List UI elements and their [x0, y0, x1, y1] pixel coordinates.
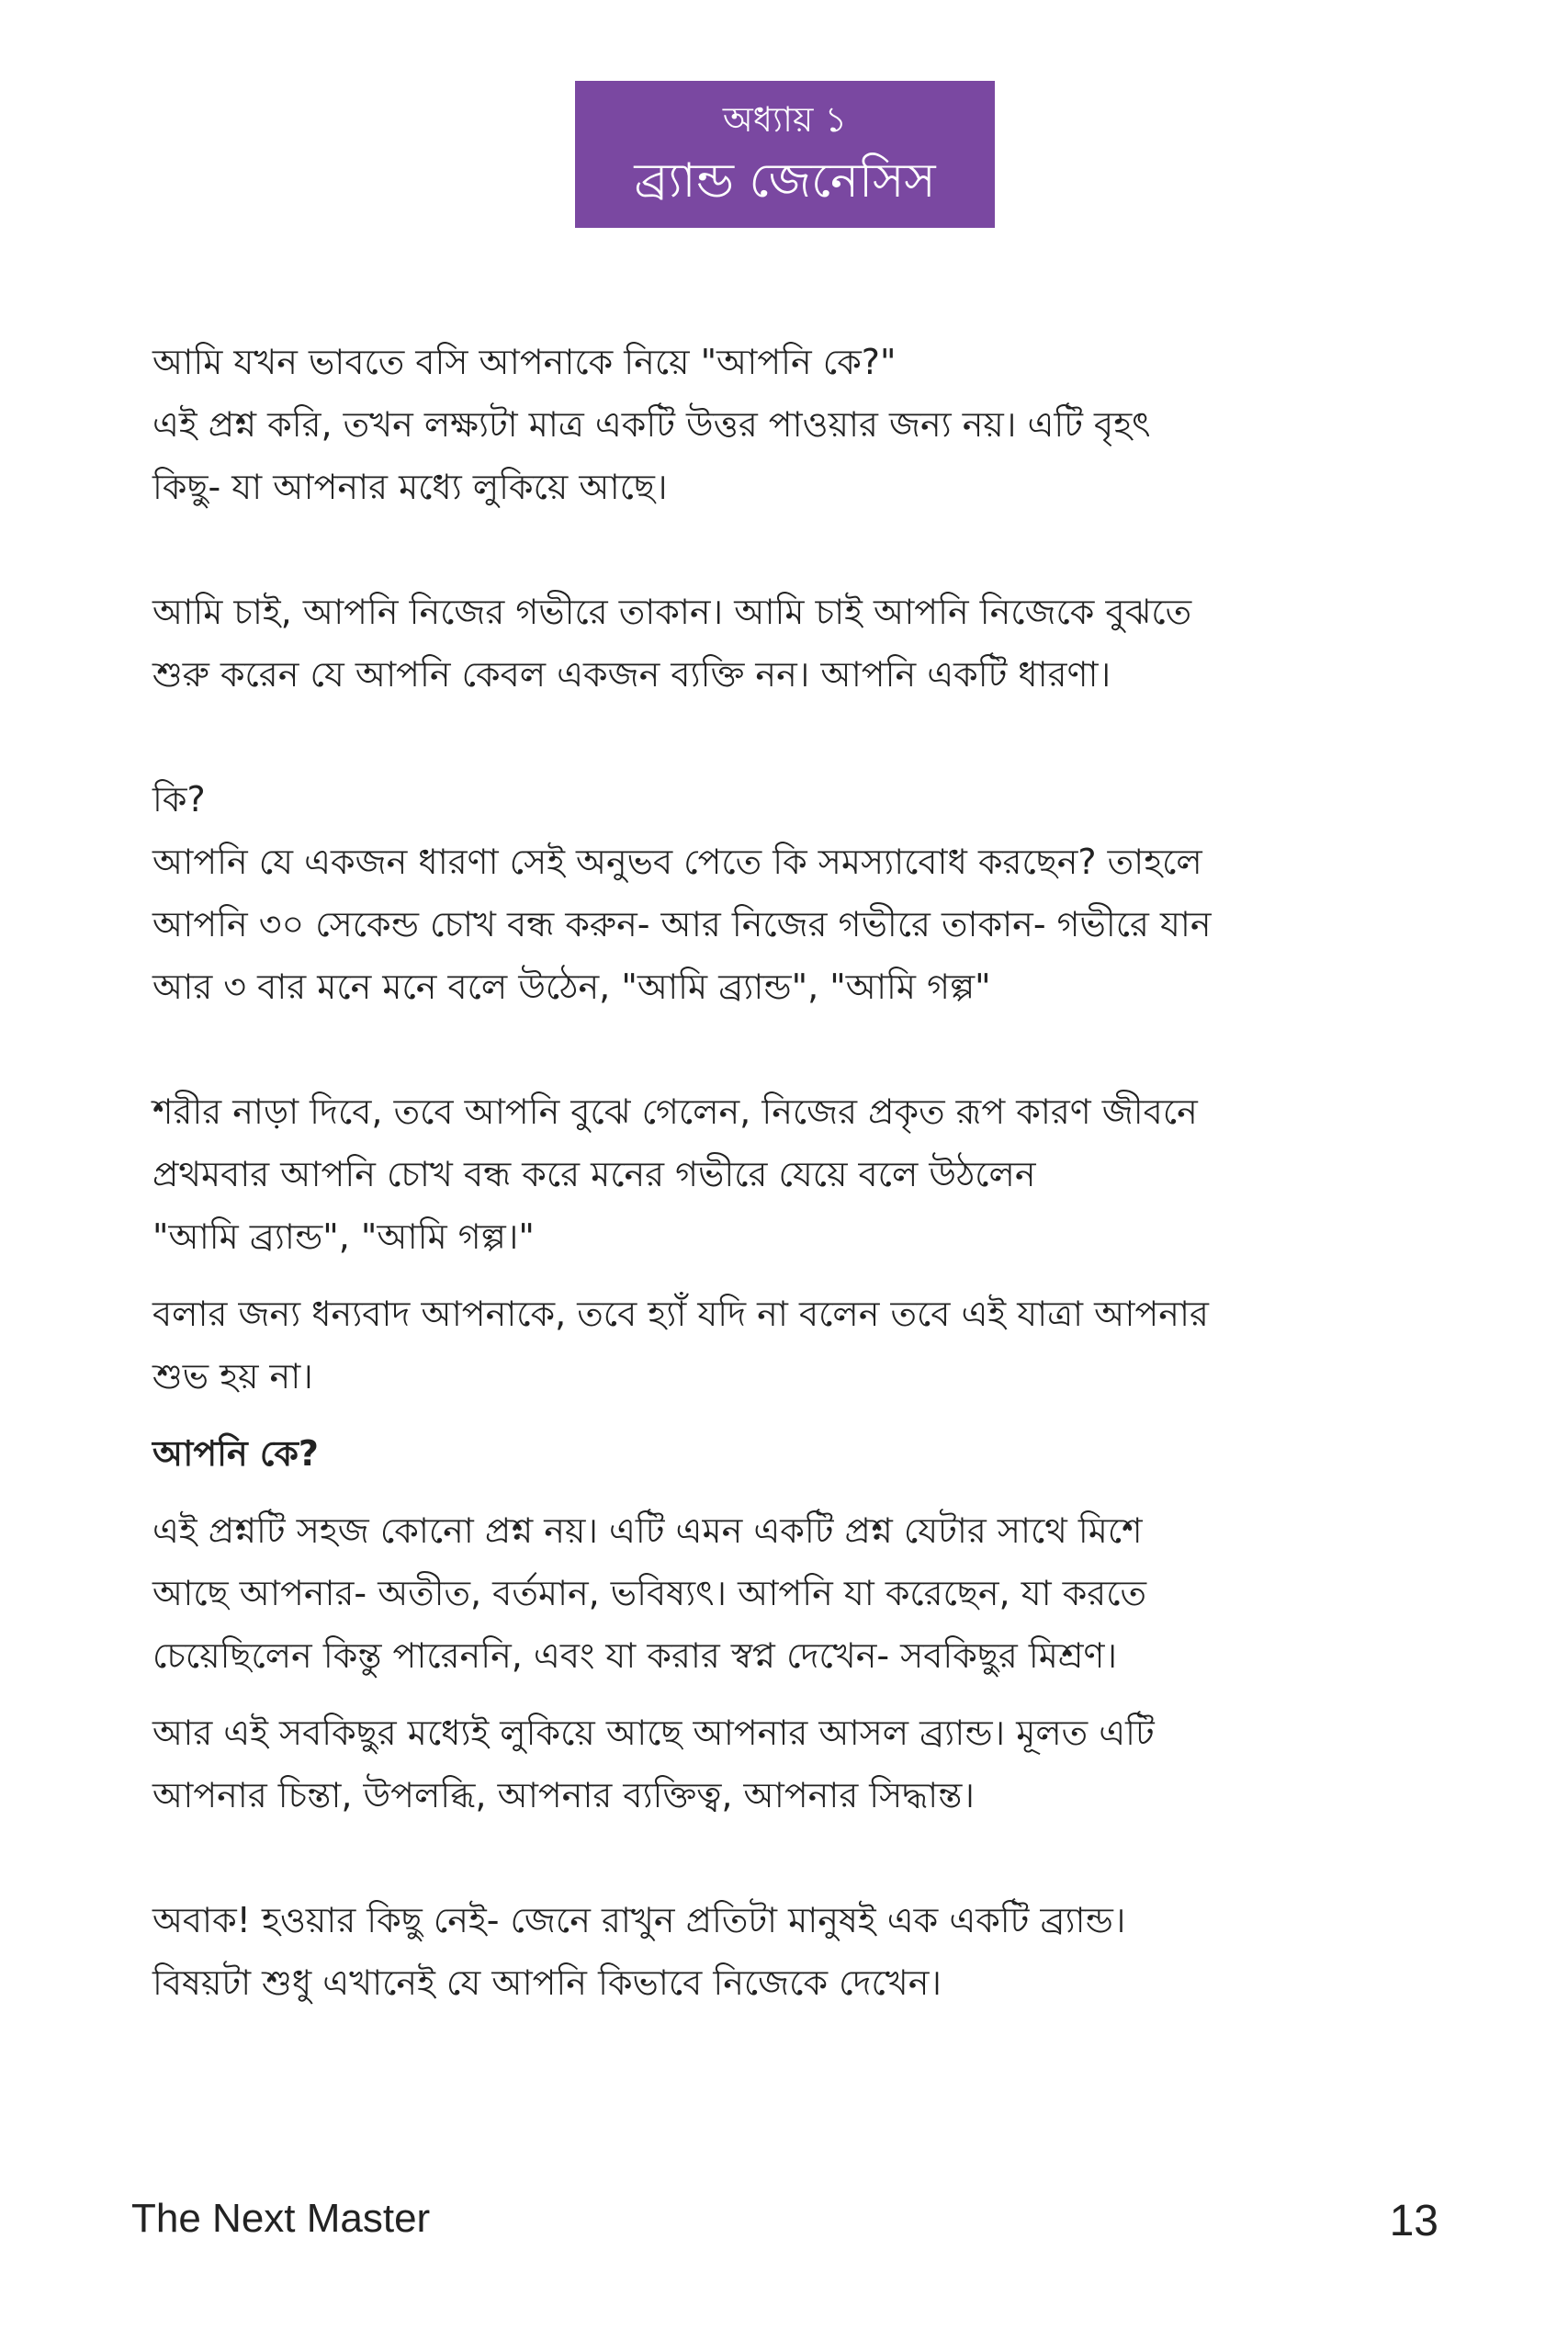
body-text	[152, 331, 1429, 2014]
paragraph-1	[152, 331, 1429, 518]
paragraph-line: অবাক! হওয়ার কিছু নেই- জেনে রাখুন প্রতিটা মানুষই এক একটি ব্র্যান্ড।	[152, 1900, 1126, 1940]
paragraph-line: "আমি ব্র্যান্ড", "আমি গল্প।"	[152, 1216, 535, 1257]
paragraph-line: শুভ হয় না।	[152, 1356, 313, 1396]
paragraph-line: শুরু করেন যে আপনি কেবল একজন ব্যক্তি নন। আপনি একটি ধারণা।	[152, 654, 1111, 695]
page-number: 13	[1389, 2197, 1438, 2245]
paragraph-line: বিষয়টা শুধু এখানেই যে আপনি কিভাবে নিজেকে দেখেন।	[152, 1962, 942, 2003]
paragraph-line: বলার জন্য ধন্যবাদ আপনাকে, তবে হ্যাঁ যদি না বলেন তবে এই যাত্রা আপনার	[152, 1294, 1209, 1334]
paragraph-6	[152, 1499, 1429, 1687]
paragraph-line: শরীর নাড়া দিবে, তবে আপনি বুঝে গেলেন, নিজের প্রকৃত রূপ কারণ জীবনে	[152, 1091, 1198, 1132]
chapter-label: অধ্যায় ১	[722, 99, 848, 140]
paragraph-line: আর ৩ বার মনে মনে বলে উঠেন, "আমি ব্র্যান্ড", "আমি গল্প"	[152, 967, 991, 1007]
paragraph-line: প্রথমবার আপনি চোখ বন্ধ করে মনের গভীরে যেয়ে বলে উঠলেন	[152, 1154, 1036, 1194]
paragraph-line: কিছু- যা আপনার মধ্যে লুকিয়ে আছে।	[152, 467, 668, 507]
paragraph-8	[152, 1889, 1429, 2014]
paragraph-5	[152, 1283, 1429, 1408]
paragraph-2	[152, 581, 1429, 706]
paragraph-line: কি?	[152, 779, 206, 820]
paragraph-line: এই প্রশ্ন করি, তখন লক্ষ্যটা মাত্র একটি উত্তর পাওয়ার জন্য নয়। এটি বৃহৎ	[152, 404, 1151, 445]
paragraph-line: চেয়েছিলেন কিন্তু পারেননি, এবং যা করার স্বপ্ন দেখেন- সবকিছুর মিশ্রণ।	[152, 1635, 1118, 1676]
paragraph-line: আর এই সবকিছুর মধ্যেই লুকিয়ে আছে আপনার আসল ব্র্যান্ড। মূলত এটি	[152, 1713, 1155, 1753]
paragraph-line: আছে আপনার- অতীত, বর্তমান, ভবিষ্যৎ। আপনি যা করেছেন, যা করতে	[152, 1573, 1146, 1613]
paragraph-line: আপনি ৩০ সেকেন্ড চোখ বন্ধ করুন- আর নিজের গভীরে তাকান- গভীরে যান	[152, 904, 1212, 944]
paragraph-3	[152, 768, 1429, 1018]
paragraph-line: আমি যখন ভাবতে বসি আপনাকে নিয়ে "আপনি কে?"	[152, 342, 897, 382]
paragraph-line: এই প্রশ্নটি সহজ কোনো প্রশ্ন নয়। এটি এমন একটি প্রশ্ন যেটার সাথে মিশে	[152, 1510, 1143, 1551]
paragraph-line: আমি চাই, আপনি নিজের গভীরে তাকান। আমি চাই আপনি নিজেকে বুঝতে	[152, 592, 1192, 632]
paragraph-line: আপনার চিন্তা, উপলব্ধি, আপনার ব্যক্তিত্ব, আপনার সিদ্ধান্ত।	[152, 1775, 975, 1815]
chapter-header	[575, 81, 995, 228]
chapter-title: ব্র্যান্ড জেনেসিস	[634, 153, 936, 209]
footer-book-title: The Next Master	[131, 2196, 431, 2241]
paragraph-line: আপনি যে একজন ধারণা সেই অনুভব পেতে কি সমস্যাবোধ করছেন? তাহলে	[152, 842, 1202, 882]
paragraph-4	[152, 1080, 1429, 1268]
paragraph-7	[152, 1702, 1429, 1826]
section-heading: আপনি কে?	[152, 1433, 319, 1474]
